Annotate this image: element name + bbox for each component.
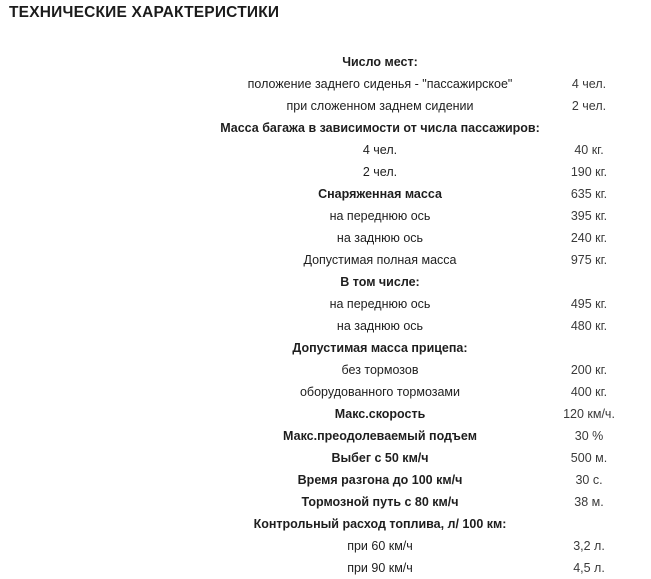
section-heading-row	[0, 117, 651, 139]
spec-row	[0, 403, 651, 425]
spec-label: на заднюю ось	[336, 319, 424, 333]
page-title: ТЕХНИЧЕСКИЕ ХАРАКТЕРИСТИКИ	[9, 4, 280, 21]
spec-row	[0, 95, 651, 117]
spec-label: без тормозов	[341, 363, 419, 377]
specs-table	[0, 51, 651, 579]
spec-row	[0, 249, 651, 271]
spec-value: 38 м.	[574, 495, 604, 509]
section-heading-row	[0, 271, 651, 293]
spec-value: 40 кг.	[574, 143, 604, 157]
spec-label: 2 чел.	[362, 165, 398, 179]
spec-label: на заднюю ось	[336, 231, 424, 245]
spec-value: 4,5 л.	[573, 561, 605, 575]
section-heading: В том числе:	[340, 275, 420, 289]
spec-value: 3,2 л.	[573, 539, 605, 553]
section-heading: Число мест:	[342, 55, 418, 69]
spec-value: 400 кг.	[570, 385, 608, 399]
spec-label: оборудованного тормозами	[299, 385, 461, 399]
spec-row	[0, 227, 651, 249]
spec-value: 120 км/ч.	[563, 407, 615, 421]
spec-value: 975 кг.	[570, 253, 608, 267]
spec-row	[0, 73, 651, 95]
spec-row	[0, 447, 651, 469]
spec-value: 395 кг.	[570, 209, 608, 223]
spec-value: 4 чел.	[571, 77, 607, 91]
spec-row	[0, 557, 651, 579]
spec-value: 2 чел.	[571, 99, 607, 113]
spec-value: 495 кг.	[570, 297, 608, 311]
spec-value: 190 кг.	[570, 165, 608, 179]
spec-label: Тормозной путь с 80 км/ч	[301, 495, 459, 509]
section-heading-row	[0, 513, 651, 535]
spec-row	[0, 161, 651, 183]
spec-row	[0, 315, 651, 337]
spec-value: 480 кг.	[570, 319, 608, 333]
spec-value: 30 %	[574, 429, 604, 443]
spec-label: при 60 км/ч	[347, 539, 413, 553]
spec-value: 240 кг.	[570, 231, 608, 245]
spec-row	[0, 491, 651, 513]
section-heading-row	[0, 51, 651, 73]
spec-label: Снаряженная масса	[318, 187, 442, 201]
spec-row	[0, 535, 651, 557]
spec-label: при сложенном заднем сидении	[286, 99, 474, 113]
spec-row	[0, 293, 651, 315]
spec-row	[0, 359, 651, 381]
spec-label: на переднюю ось	[329, 297, 431, 311]
section-heading: Контрольный расход топлива, л/ 100 км:	[253, 517, 507, 531]
spec-label: Время разгона до 100 км/ч	[297, 473, 463, 487]
section-heading: Допустимая масса прицепа:	[292, 341, 468, 355]
spec-row	[0, 139, 651, 161]
spec-row	[0, 469, 651, 491]
spec-label: Макс.скорость	[334, 407, 426, 421]
spec-label: при 90 км/ч	[347, 561, 413, 575]
spec-row	[0, 425, 651, 447]
section-heading-row	[0, 337, 651, 359]
spec-value: 500 м.	[570, 451, 608, 465]
spec-row	[0, 183, 651, 205]
spec-label: на переднюю ось	[329, 209, 431, 223]
spec-label: Макс.преодолеваемый подъем	[283, 429, 477, 443]
spec-row	[0, 205, 651, 227]
spec-label: 4 чел.	[362, 143, 398, 157]
spec-value: 635 кг.	[570, 187, 608, 201]
spec-value: 30 с.	[575, 473, 603, 487]
spec-label: положение заднего сиденья - "пассажирское"	[247, 77, 513, 91]
spec-label: Выбег с 50 км/ч	[331, 451, 429, 465]
section-heading: Масса багажа в зависимости от числа пассажиров:	[220, 121, 540, 135]
spec-value: 200 кг.	[570, 363, 608, 377]
spec-label: Допустимая полная масса	[303, 253, 457, 267]
spec-row	[0, 381, 651, 403]
